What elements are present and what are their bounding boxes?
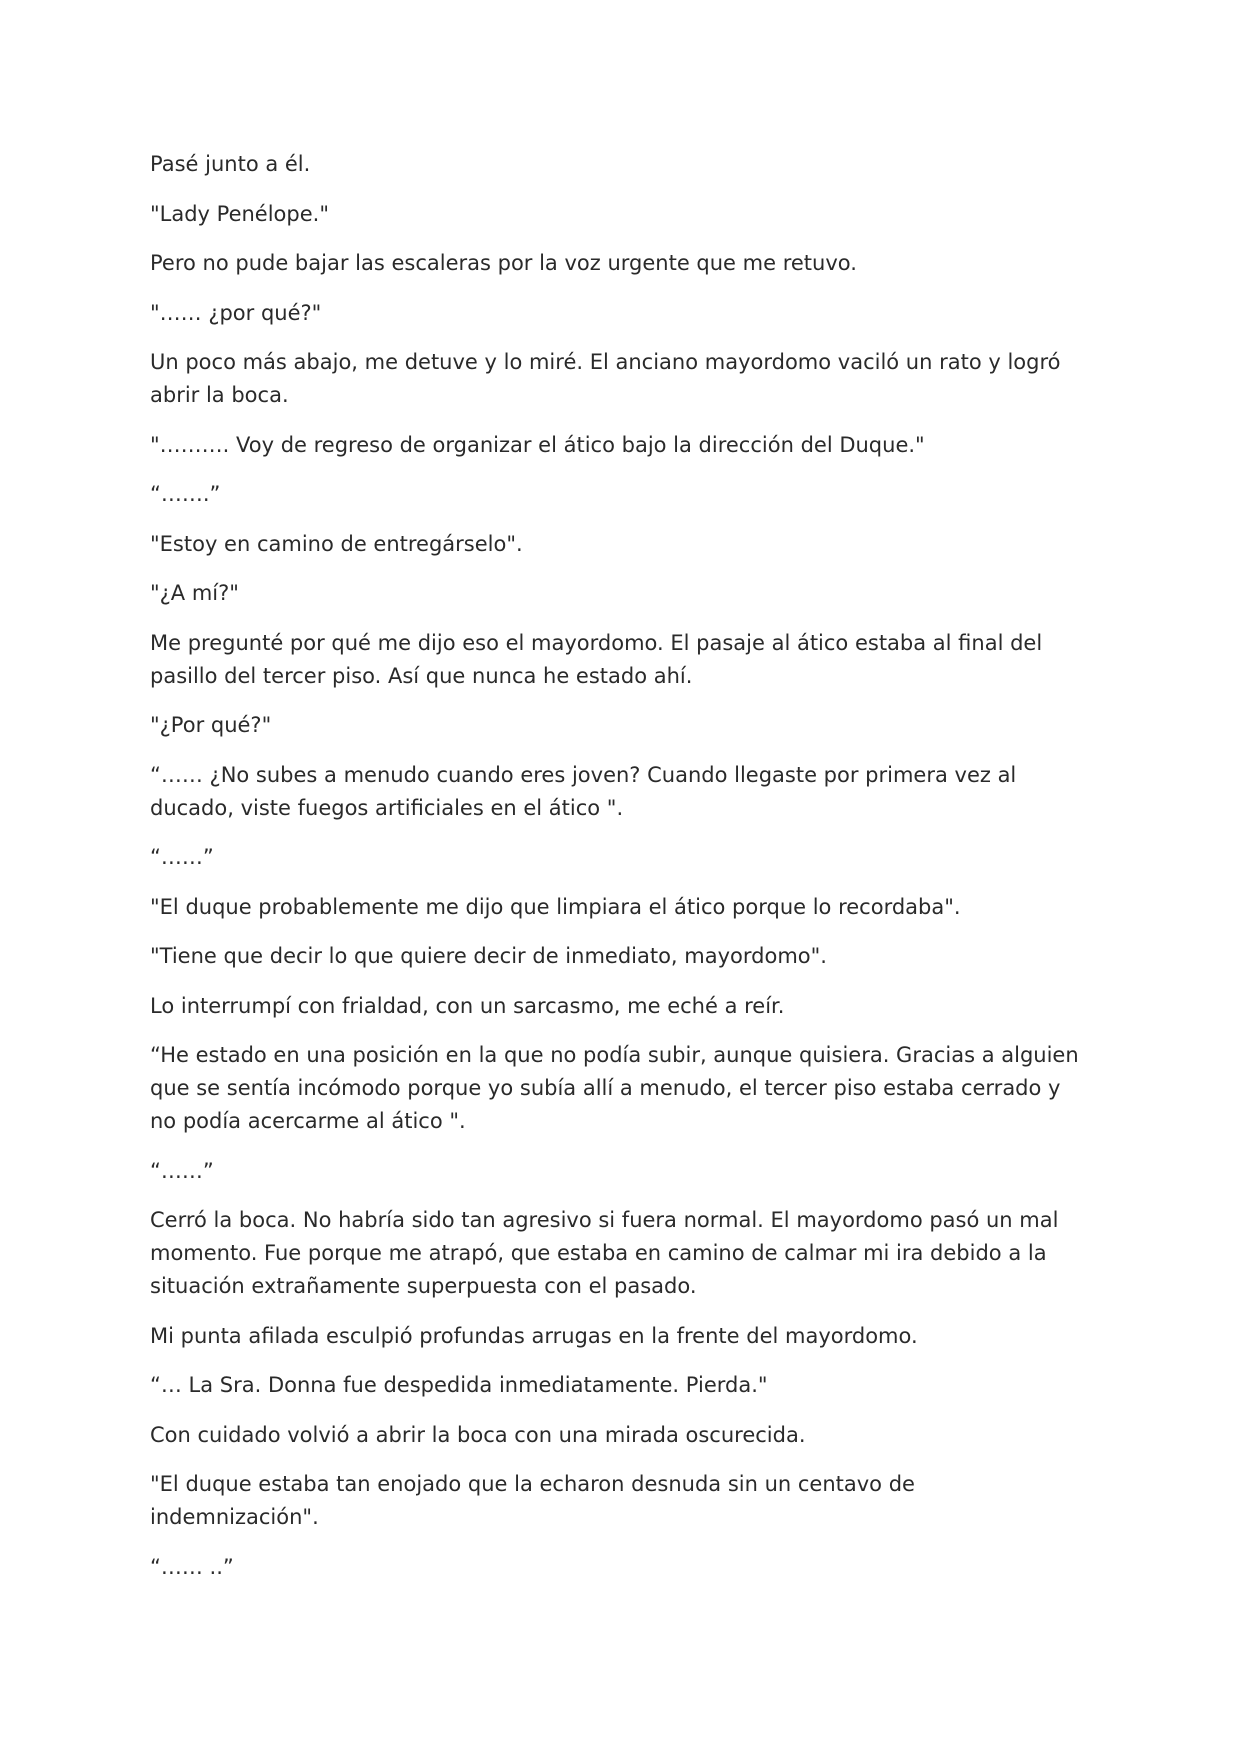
paragraph: "…… ¿por qué?" — [150, 300, 322, 325]
paragraph: Pasé junto a él. — [150, 152, 311, 176]
paragraph: "Estoy en camino de entregárselo". — [150, 531, 523, 556]
paragraph: "Lady Penélope." — [150, 201, 329, 226]
paragraph: Cerró la boca. No habría sido tan agresivo si fuera normal. El mayordomo pasó un mal momento. Fue porque me atrapó, que estaba en camino de calmar mi ira debido a la situación extrañamente superpuesta con el pasado. — [150, 1208, 1059, 1298]
paragraph: "Tiene que decir lo que quiere decir de inmediato, mayordomo". — [150, 944, 827, 968]
paragraph: "………. Voy de regreso de organizar el ático bajo la dirección del Duque." — [150, 432, 925, 457]
paragraph: Pero no pude bajar las escaleras por la voz urgente que me retuvo. — [150, 251, 857, 275]
paragraph: “He estado en una posición en la que no podía subir, aunque quisiera. Gracias a alguien que se sentía incómodo porque yo subía allí a menudo, el tercer piso estaba cerrado y no podía acercarme al ático ". — [150, 1043, 1079, 1133]
paragraph: "El duque estaba tan enojado que la echaron desnuda sin un centavo de indemnización". — [150, 1472, 915, 1529]
paragraph: Un poco más abajo, me detuve y lo miré. El anciano mayordomo vaciló un rato y logró abrir la boca. — [150, 350, 1061, 407]
paragraph: “…… ..” — [150, 1554, 234, 1579]
paragraph: "El duque probablemente me dijo que limpiara el ático porque lo recordaba". — [150, 894, 961, 919]
paragraph: “……” — [150, 845, 214, 869]
paragraph: "¿A mí?" — [150, 581, 239, 605]
paragraph: “… La Sra. Donna fue despedida inmediatamente. Pierda." — [150, 1373, 768, 1397]
paragraph: Mi punta afilada esculpió profundas arrugas en la frente del mayordomo. — [150, 1323, 918, 1348]
paragraph: “…….” — [150, 482, 221, 506]
paragraph: “…… ¿No subes a menudo cuando eres joven? Cuando llegaste por primera vez al ducado, viste fuegos artificiales en el ático ". — [150, 762, 1017, 820]
paragraph: “……” — [150, 1158, 214, 1183]
paragraph: Lo interrumpí con frialdad, con un sarcasmo, me eché a reír. — [150, 993, 785, 1018]
document-body — [150, 148, 1090, 1600]
paragraph: Con cuidado volvió a abrir la boca con una mirada oscurecida. — [150, 1422, 806, 1447]
paragraph: "¿Por qué?" — [150, 713, 272, 737]
paragraph: Me pregunté por qué me dijo eso el mayordomo. El pasaje al ático estaba al final del pasillo del tercer piso. Así que nunca he estado ahí. — [150, 630, 1043, 688]
